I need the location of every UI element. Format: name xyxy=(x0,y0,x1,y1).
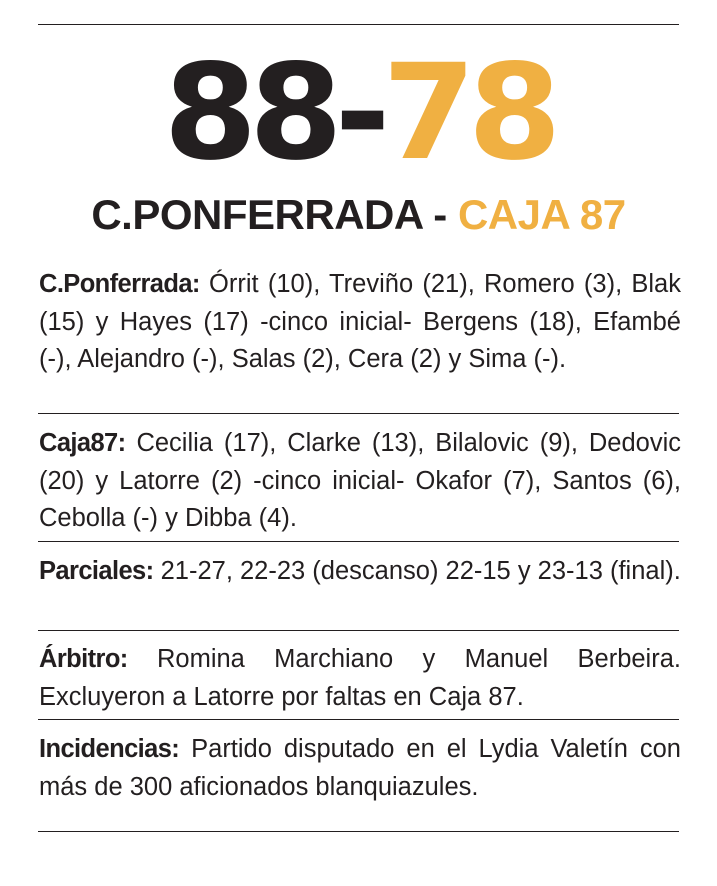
away-team-name: CAJA 87 xyxy=(457,191,626,238)
partials-paragraph xyxy=(39,553,681,591)
home-score: 88 xyxy=(163,36,335,190)
home-lineup-text: Órrit (10), Treviño (21), Romero (3), Blak (15) y Hayes (17) -cinco inicial- Bergens (18), Efambé (-), Alejandro (-), Salas (2), Cera (2) y Sima (-). xyxy=(39,270,681,373)
away-lineup-text: Cecilia (17), Clarke (13), Bilalovic (9), Dedovic (20) y Latorre (2) -cinco inicial- Okafor (7), Santos (6), Cebolla (-) y Dibba (4). xyxy=(39,429,681,532)
partials-text: 21-27, 22-23 (descanso) 22-15 y 23-13 (final). xyxy=(153,557,681,585)
divider-2 xyxy=(38,541,679,542)
teams-separator: - xyxy=(422,191,458,238)
home-lineup-paragraph xyxy=(39,266,681,379)
final-score xyxy=(0,28,717,198)
referee-text: Romina Marchiano y Manuel Berbeira. Excluyeron a Latorre por faltas en Caja 87. xyxy=(39,645,681,711)
divider-3 xyxy=(38,630,679,631)
teams-heading xyxy=(0,190,717,240)
partials-label: Parciales: xyxy=(39,557,154,585)
away-lineup-paragraph xyxy=(39,425,681,538)
bottom-rule xyxy=(38,831,679,832)
referee-paragraph xyxy=(39,641,681,716)
incidents-paragraph xyxy=(39,731,681,806)
incidents-text: Partido disputado en el Lydia Valetín con más de 300 aficionados blanquiazules. xyxy=(39,735,681,801)
divider-4 xyxy=(38,719,679,720)
divider-1 xyxy=(38,413,679,414)
away-score: 78 xyxy=(382,36,554,190)
home-team-name: C.PONFERRADA xyxy=(91,191,423,238)
top-rule xyxy=(38,24,679,25)
away-lineup-label: Caja87: xyxy=(39,429,126,457)
incidents-label: Incidencias: xyxy=(39,735,180,763)
home-lineup-label: C.Ponferrada: xyxy=(39,270,200,298)
referee-label: Árbitro: xyxy=(39,645,128,673)
score-dash: - xyxy=(334,36,383,190)
